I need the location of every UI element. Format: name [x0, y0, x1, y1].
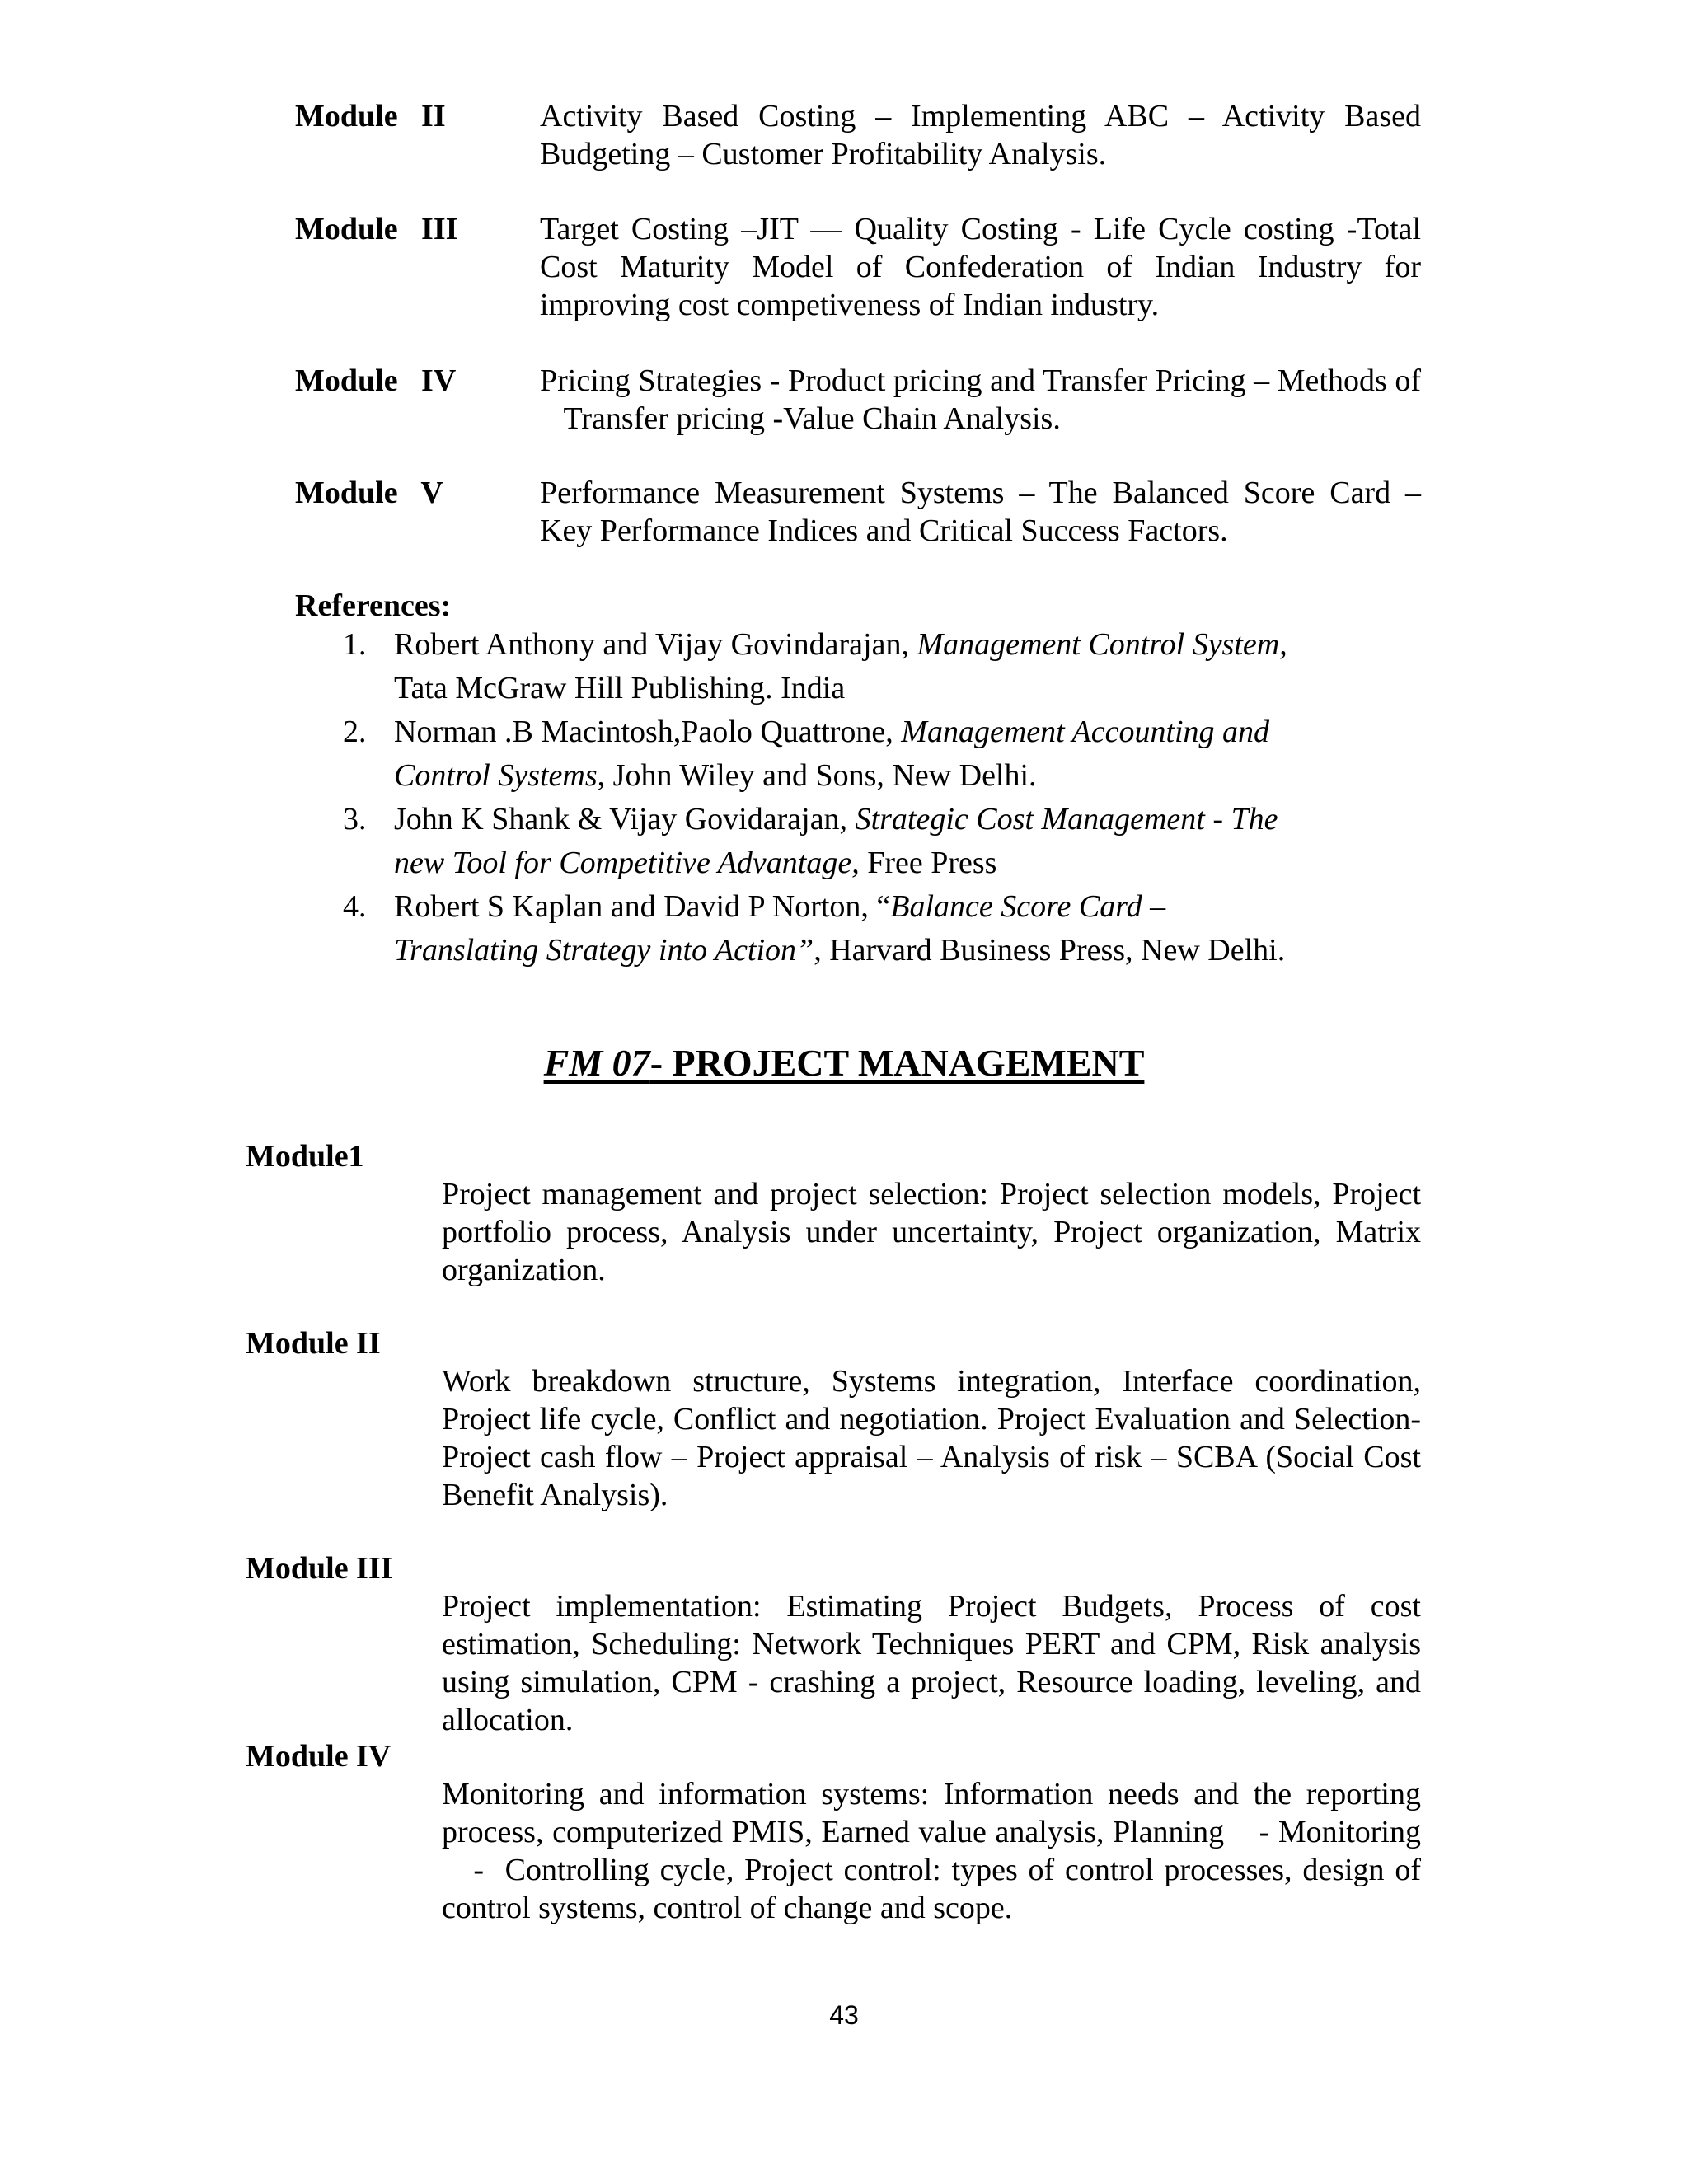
pm-module-description: Project management and project selection: Project selection models, Project portfolio process, Analysis under uncertainty, Project organization, Matrix organization.: [442, 1177, 1421, 1287]
module-description: Target Costing –JIT — Quality Costing - Life Cycle costing -Total Cost Maturity Model of Confederation of Indian Industry for improving cost competiveness of Indian industry.: [540, 212, 1421, 322]
module-description: Activity Based Costing – Implementing ABC – Activity Based Budgeting – Customer Profitability Analysis.: [540, 99, 1421, 171]
reference-authors: Robert S Kaplan and David P Norton, “: [394, 889, 891, 924]
reference-publisher: Free Press: [859, 846, 997, 880]
module-description: Performance Measurement Systems – The Balanced Score Card – Key Performance Indices and Critical Success Factors.: [540, 476, 1421, 548]
module-label: Module III: [295, 212, 458, 246]
reference-authors: Norman .B Macintosh,Paolo Quattrone,: [394, 715, 902, 749]
reference-number: 2.: [343, 715, 367, 749]
reference-title: Management Control System,: [917, 627, 1287, 662]
pm-module-label: Module III: [246, 1551, 393, 1586]
reference-item: [295, 798, 1317, 885]
reference-title: Balance Score Card – Translating Strategy into Action”: [394, 889, 1166, 968]
module-description: Pricing Strategies - Product pricing and Transfer Pricing – Methods of Transfer pricing -Value Chain Analysis.: [540, 363, 1421, 436]
reference-item: [295, 623, 1317, 710]
pm-module-description: Monitoring and information systems: Information needs and the reporting process, computerized PMIS, Earned value analysis, Planning - Monitoring - Controlling cycle, Project control: types of control processes, design of control systems, control of change and scope.: [442, 1777, 1421, 1925]
course-code: FM 07: [543, 1042, 650, 1084]
reference-publisher: , John Wiley and Sons, New Delhi.: [597, 758, 1037, 793]
reference-title: Management Accounting and Control Systems: [394, 715, 1270, 793]
module-label: Module IV: [295, 363, 457, 398]
pm-module-label: Module IV: [246, 1739, 392, 1774]
module-label: Module V: [295, 476, 443, 510]
pm-module-label: Module II: [246, 1326, 381, 1361]
section-title: [0, 1040, 1688, 1086]
course-title: - PROJECT MANAGEMENT: [649, 1042, 1145, 1084]
reference-publisher: , Harvard Business Press, New Delhi.: [814, 933, 1286, 968]
reference-authors: Robert Anthony and Vijay Govindarajan,: [394, 627, 917, 662]
reference-number: 3.: [343, 802, 367, 837]
pm-module-description: Work breakdown structure, Systems integration, Interface coordination, Project life cycle, Conflict and negotiation. Project Evaluation and Selection-Project cash flow – Project appraisal – Analysis of risk – SCBA (Social Cost Benefit Analysis).: [442, 1364, 1421, 1512]
pm-module-label: Module1: [246, 1139, 364, 1174]
page-number: 43: [829, 2000, 859, 2030]
pm-module-description: Project implementation: Estimating Project Budgets, Process of cost estimation, Scheduling: Network Techniques PERT and CPM, Risk analysis using simulation, CPM - crashing a project, Resource loading, leveling, and allocation.: [442, 1589, 1421, 1737]
references-heading: References:: [295, 588, 452, 623]
reference-item: [295, 885, 1317, 972]
reference-number: 1.: [343, 627, 367, 662]
reference-title: Strategic Cost Management - The new Tool for Competitive Advantage,: [394, 802, 1278, 880]
reference-authors: John K Shank & Vijay Govidarajan,: [394, 802, 856, 837]
references-list: [295, 623, 1421, 972]
module-label: Module II: [295, 99, 446, 134]
reference-number: 4.: [343, 889, 367, 924]
reference-publisher: Tata McGraw Hill Publishing. India: [394, 671, 846, 705]
reference-item: [295, 710, 1317, 798]
